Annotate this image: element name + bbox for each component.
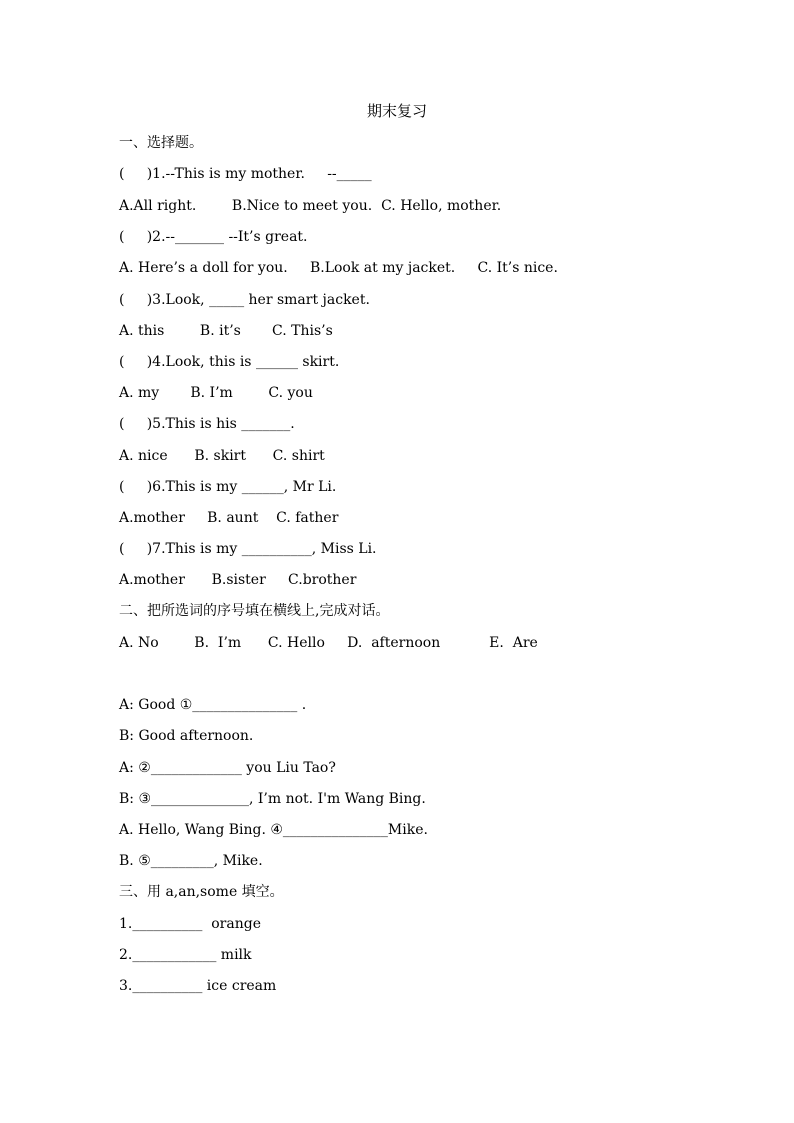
section3-item-3: 3.__________ ice cream [119, 978, 277, 994]
dialog-line-1: A: Good ①_______________ . [119, 697, 307, 713]
dialog-line-6: B. ⑤_________, Mike. [119, 853, 263, 869]
dialog-line-2: B: Good afternoon. [119, 728, 254, 744]
section3-item-2: 2.____________ milk [119, 947, 252, 963]
question-7-stem: ( )7.This is my __________, Miss Li. [119, 541, 377, 557]
question-4-stem: ( )4.Look, this is ______ skirt. [119, 354, 340, 370]
question-2-stem: ( )2.--_______ --It’s great. [119, 229, 308, 245]
question-6-options: A.mother B. aunt C. father [119, 510, 339, 526]
question-2-options: A. Here’s a doll for you. B.Look at my jacket. C. It’s nice. [119, 260, 558, 276]
question-5-stem: ( )5.This is his _______. [119, 416, 295, 432]
question-4-options: A. my B. I’m C. you [119, 385, 313, 401]
section1-heading: 一、选择题。 [119, 135, 203, 151]
section3-heading: 三、用 a,an,some 填空。 [119, 884, 284, 900]
dialog-line-3: A: ②_____________ you Liu Tao? [119, 760, 336, 776]
dialog-line-4: B: ③______________, I’m not. I'm Wang Bing. [119, 791, 426, 807]
question-1-stem: ( )1.--This is my mother. --_____ [119, 166, 372, 182]
section2-heading: 二、把所选词的序号填在横线上,完成对话。 [119, 603, 390, 619]
question-3-stem: ( )3.Look, _____ her smart jacket. [119, 292, 370, 308]
section3-item-1: 1.__________ orange [119, 916, 261, 932]
dialog-line-5: A. Hello, Wang Bing. ④_______________Mike. [119, 822, 428, 838]
question-1-options: A.All right. B.Nice to meet you. C. Hello, mother. [119, 198, 502, 214]
page-title: 期末复习 [366, 102, 427, 120]
question-3-options: A. this B. it’s C. This’s [119, 323, 333, 339]
question-7-options: A.mother B.sister C.brother [119, 572, 357, 588]
section2-choices: A. No B. I’m C. Hello D. afternoon E. Are [119, 635, 538, 651]
question-5-options: A. nice B. skirt C. shirt [119, 448, 325, 464]
question-6-stem: ( )6.This is my ______, Mr Li. [119, 479, 337, 495]
